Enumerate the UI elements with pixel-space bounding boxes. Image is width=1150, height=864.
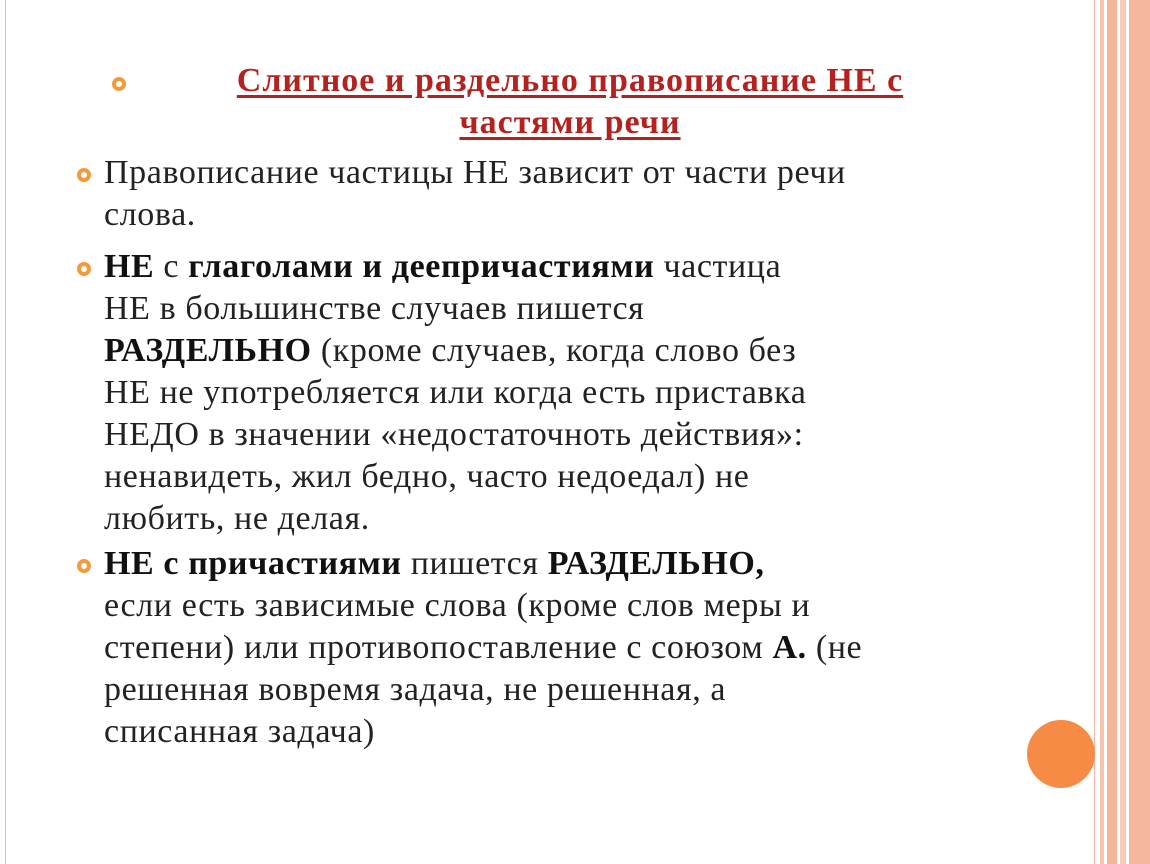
text-line: решенная вовремя задача, не решенная, а — [104, 671, 727, 708]
text-line — [104, 330, 1004, 372]
text-line: НЕ не употребляется или когда есть приставка — [104, 374, 807, 411]
decor-stripe — [1107, 0, 1117, 864]
bold-text: глаголами и деепричастиями — [188, 248, 655, 285]
text: частица — [654, 248, 782, 285]
bullet-icon — [112, 77, 126, 91]
decor-stripe — [1129, 0, 1150, 864]
bullet-icon — [77, 559, 91, 573]
text-line — [104, 627, 1004, 669]
text: (не — [806, 629, 863, 666]
text-line — [104, 246, 1004, 288]
text-line: слова. — [104, 196, 196, 233]
text: пишется — [401, 545, 548, 582]
text: (кроме случаев, когда слово без — [311, 332, 797, 369]
bold-text: РАЗДЕЛЬНО, — [547, 545, 765, 582]
bullet-icon — [77, 168, 91, 182]
text-line: Правописание частицы НЕ зависит от части речи — [104, 154, 846, 191]
bold-text: А. — [772, 629, 807, 666]
paragraph-2 — [104, 246, 1004, 540]
decor-stripe — [1100, 0, 1104, 864]
bold-text: НЕ — [104, 248, 155, 285]
slide-title — [140, 60, 1000, 144]
text-line: НЕ в большинстве случаев пишется — [104, 290, 645, 327]
bullet-icon — [77, 262, 91, 276]
text-line: если есть зависимые слова (кроме слов меры и — [104, 587, 811, 624]
text-line: любить, не делая. — [104, 500, 370, 537]
text-line: НЕДО в значении «недостаточноть действия»: — [104, 416, 804, 453]
text: степени) или противопоставление с союзом — [104, 629, 773, 666]
text-line — [104, 543, 1004, 585]
title-line: частями речи — [459, 104, 681, 141]
text-line: списанная задача) — [104, 713, 375, 750]
bold-text: РАЗДЕЛЬНО — [104, 332, 312, 369]
title-line: Слитное и раздельно правописание НЕ с — [236, 62, 904, 99]
text: с — [154, 248, 189, 285]
bold-text: НЕ с причастиями — [104, 545, 402, 582]
decor-stripe — [1120, 0, 1126, 864]
decor-circle — [1027, 720, 1095, 788]
paragraph-1 — [104, 152, 1004, 236]
paragraph-3 — [104, 543, 1004, 753]
text-line: ненавидеть, жил бедно, часто недоедал) не — [104, 458, 750, 495]
